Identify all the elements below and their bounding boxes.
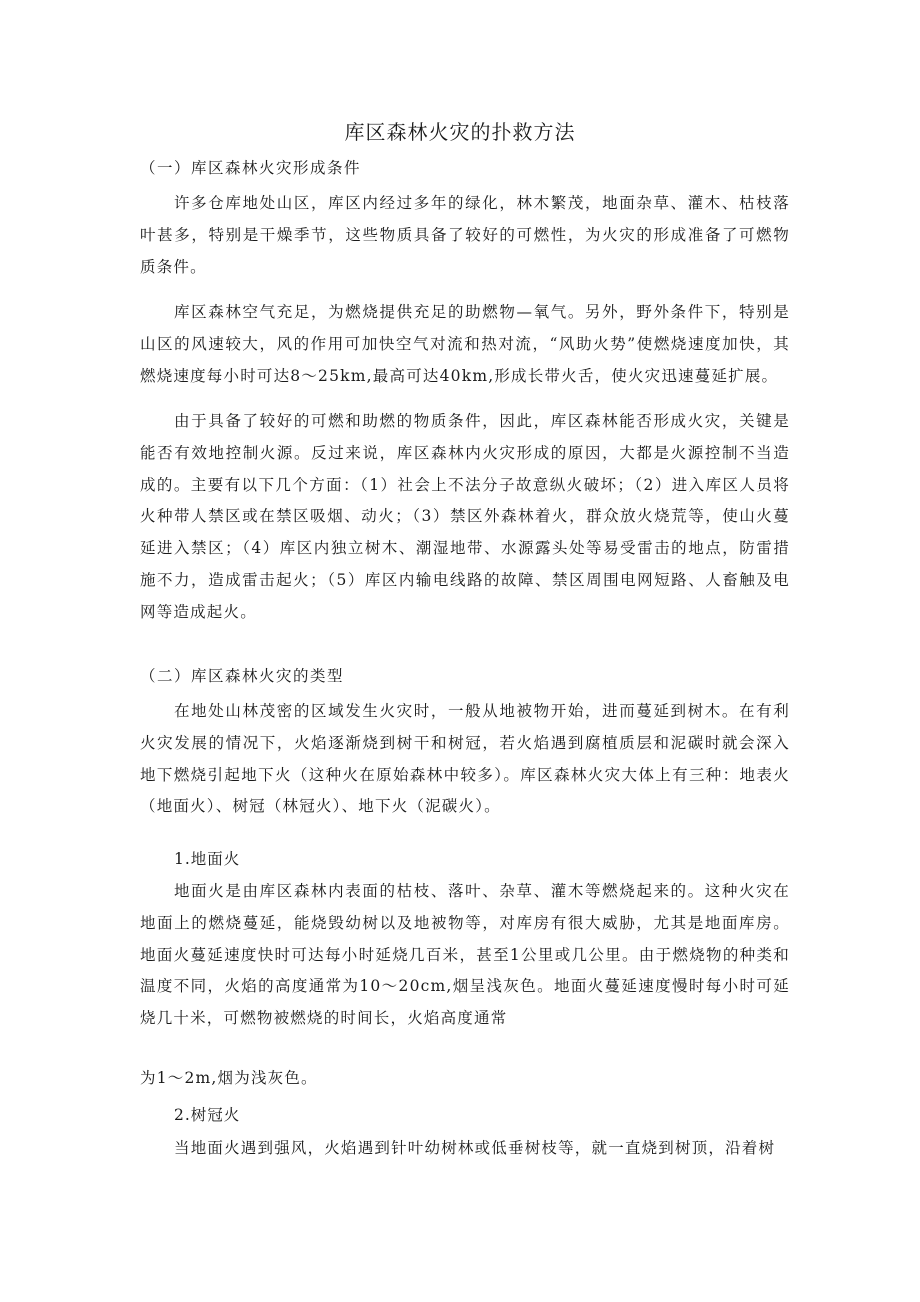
document-title: 库区森林火灾的扑救方法 <box>344 120 576 144</box>
paragraph-ignition-sources: 由于具备了较好的可燃和助燃的物质条件，因此，库区森林能否形成火灾，关键是能否有效地控制火源。反过来说，库区森林内火灾形成的原因，大都是火源控制不当造成的。主要有以下几个方面：（1）社会上不法分子故意纵火破坏；（2）进入库区人员将火种带人禁区或在禁区吸烟、动火；（3）禁区外森林着火，群众放火烧荒等，使山火蔓延进入禁区；（4）库区内独立树木、潮湿地带、水源露头处等易受雷击的地点，防雷措施不力，造成雷击起火；（5）库区内输电线路的故障、禁区周围电网短路、人畜触及电网等造成起火。 <box>140 412 790 621</box>
paragraph-ground-fire: 地面火是由库区森林内表面的枯枝、落叶、杂草、灌木等燃烧起来的。这种火灾在地面上的燃烧蔓延，能烧毁幼树以及地被物等，对库房有很大威胁，尤其是地面库房。地面火蔓延速度快时可达每小时延烧几百米，甚至1公里或几公里。由于燃烧物的种类和温度不同，火焰的高度通常为10～20cm,烟呈浅灰色。地面火蔓延速度慢时每小时可延烧几十米，可燃物被燃烧的时间长，火焰高度通常 <box>140 882 790 1028</box>
paragraph-combustibles: 许多仓库地处山区，库区内经过多年的绿化，林木繁茂，地面杂草、灌木、枯枝落叶甚多，特别是干燥季节，这些物质具备了较好的可燃性，为火灾的形成准备了可燃物质条件。 <box>140 194 790 276</box>
subheading-crown-fire: 2.树冠火 <box>174 1106 241 1124</box>
paragraph-oxygen-wind: 库区森林空气充足，为燃烧提供充足的助燃物—氧气。另外，野外条件下，特别是山区的风速较大，风的作用可加快空气对流和热对流，“风助火势”使燃烧速度加快，其燃烧速度每小时可达8～25km,最高可达40km,形成长带火舌，使火灾迅速蔓延扩展。 <box>140 303 790 385</box>
section-heading-types: （二）库区森林火灾的类型 <box>140 667 345 685</box>
paragraph-ground-fire-continued: 为1～2m,烟为浅灰色。 <box>140 1069 318 1087</box>
subheading-ground-fire: 1.地面火 <box>174 850 241 868</box>
paragraph-crown-fire: 当地面火遇到强风，火焰遇到针叶幼树林或低垂树枝等，就一直烧到树顶，沿着树 <box>174 1139 776 1157</box>
section-heading-formation: （一）库区森林火灾形成条件 <box>140 159 362 177</box>
paragraph-fire-types: 在地处山林茂密的区域发生火灾时，一般从地被物开始，进而蔓延到树木。在有利火灾发展的情况下，火焰逐渐烧到树干和树冠，若火焰遇到腐植质层和泥碳时就会深入地下燃烧引起地下火（这种火在原始森林中较多）。库区森林火灾大体上有三种：地表火（地面火）、树冠（林冠火）、地下火（泥碳火）。 <box>140 702 790 816</box>
